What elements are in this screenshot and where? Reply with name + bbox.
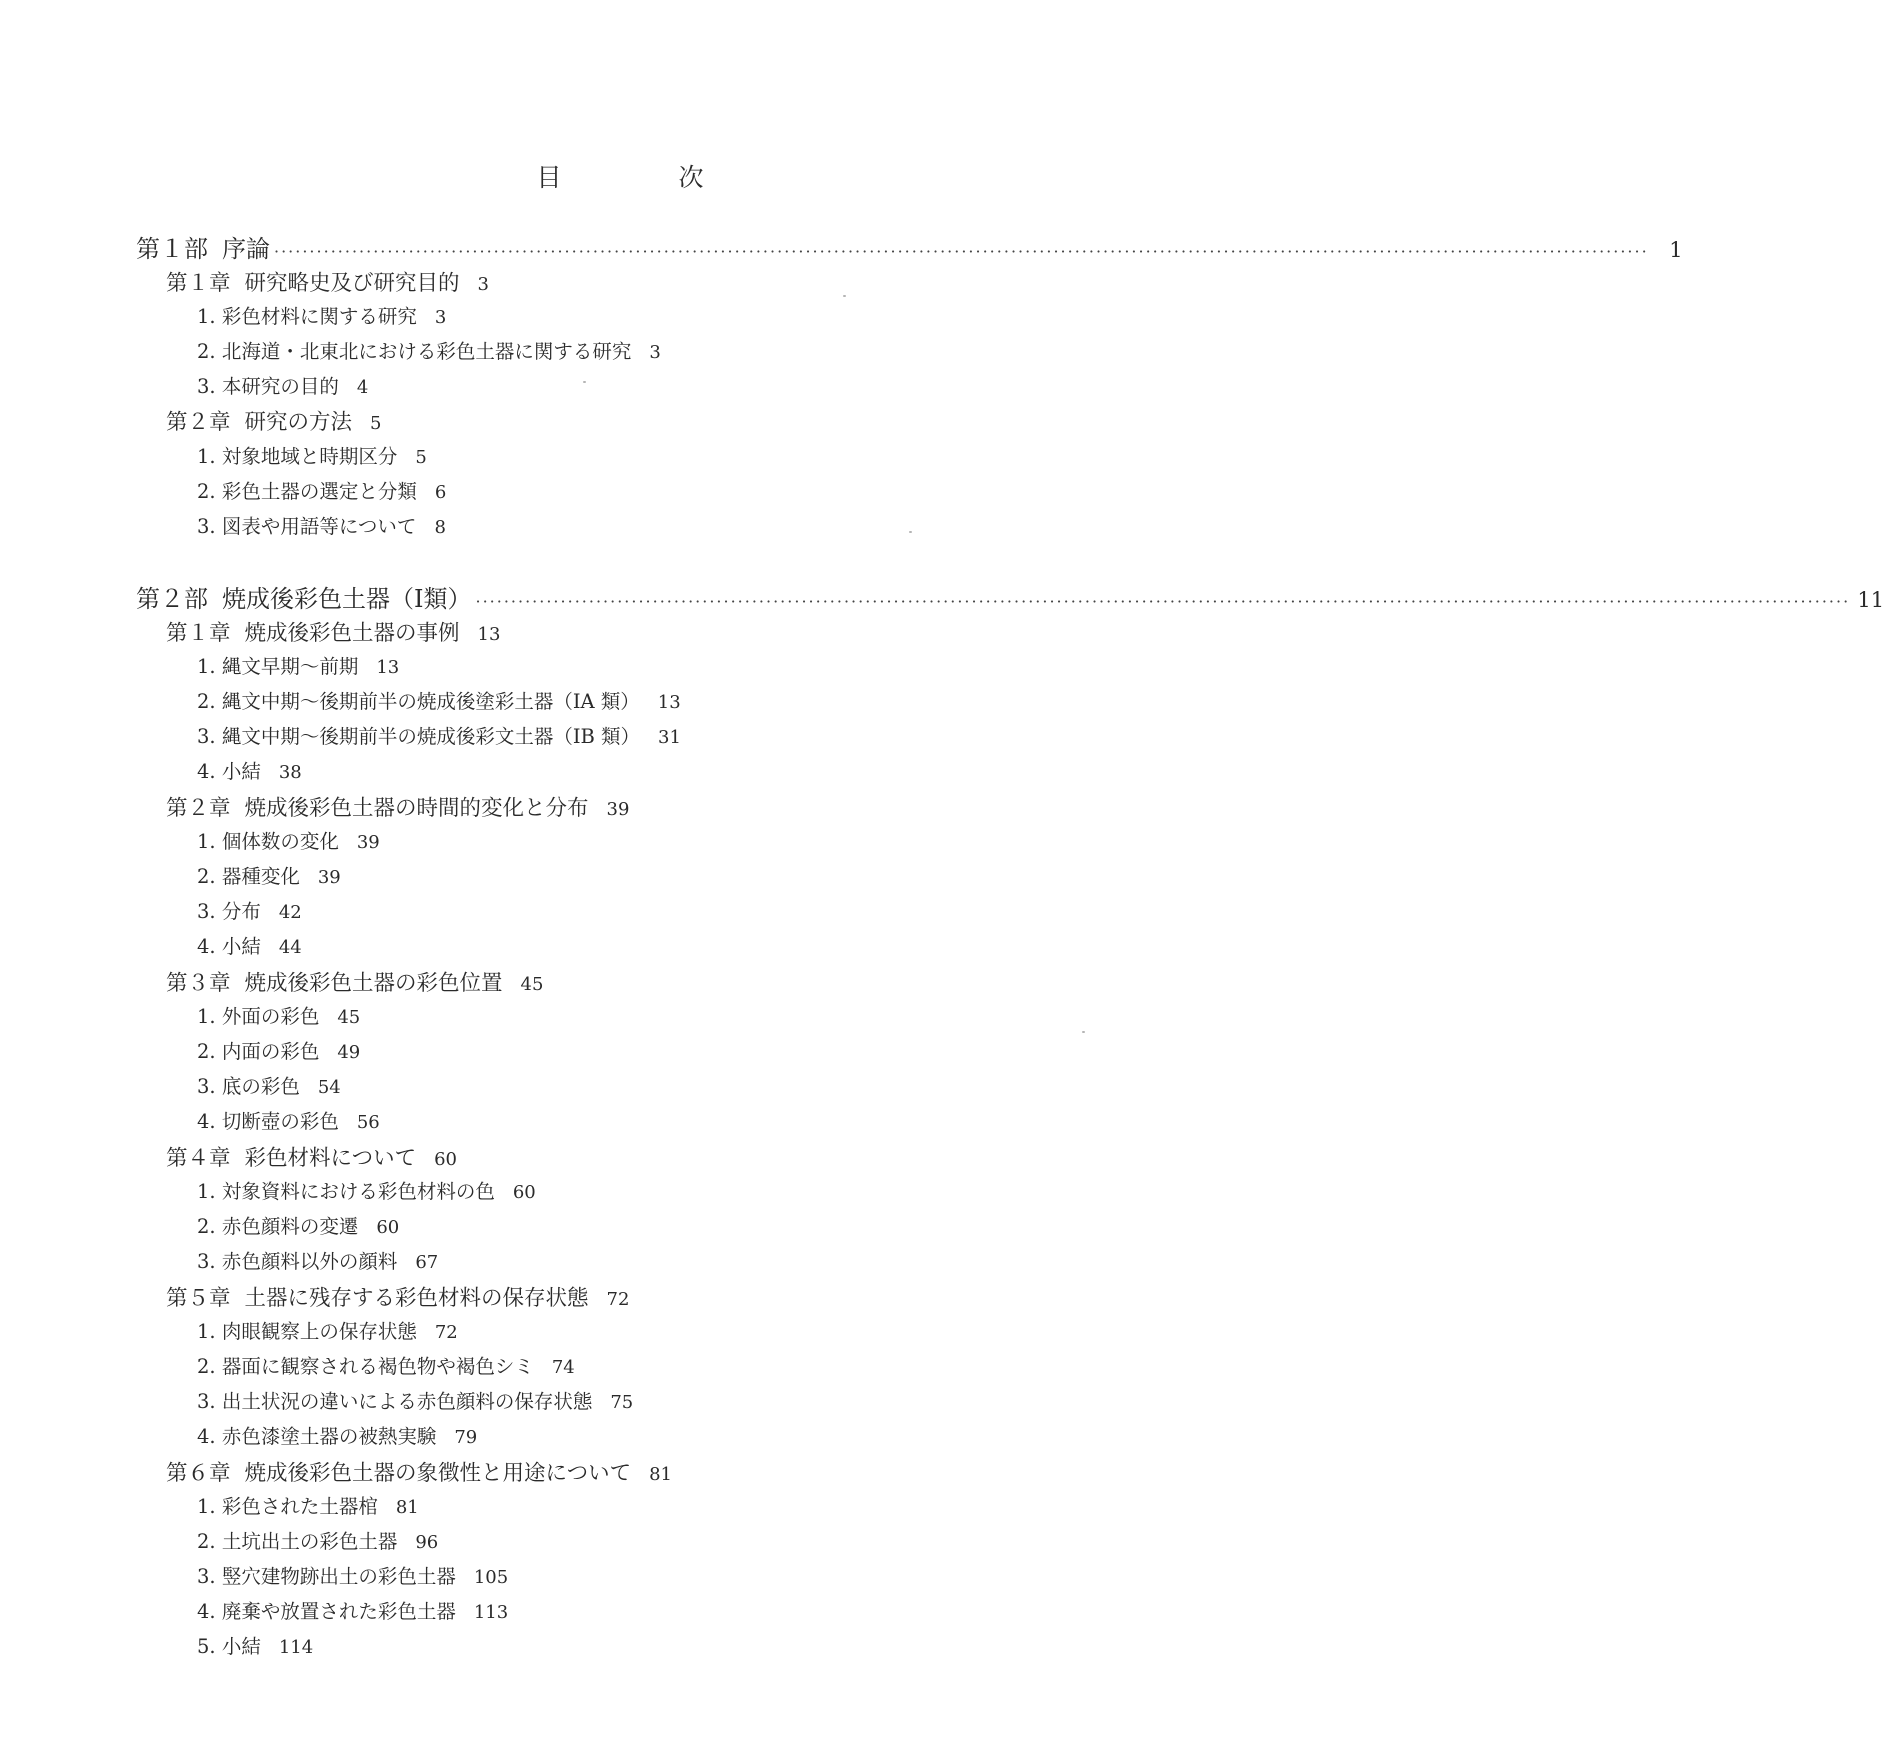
page-title: 目 次 (536, 163, 750, 192)
chapter-title: 焼成後彩色土器の象徴性と用途について (244, 1461, 632, 1486)
section-entry (197, 686, 681, 714)
chapter-title: 研究の方法 (244, 410, 353, 435)
section-label: 1. (197, 445, 216, 468)
section-page-number: 44 (278, 937, 302, 958)
part-entry (136, 229, 1683, 264)
section-page-number: 3 (434, 307, 447, 328)
section-entry (197, 721, 681, 749)
chapter-title: 焼成後彩色土器の事例 (244, 621, 460, 646)
section-entry (197, 896, 302, 924)
section-entry (197, 651, 399, 679)
section-page-number: 56 (356, 1112, 380, 1133)
section-entry (197, 1351, 575, 1379)
section-entry (197, 1001, 360, 1029)
section-entry (197, 826, 380, 854)
chapter-entry (166, 405, 381, 436)
section-entry (197, 1176, 536, 1204)
section-page-number: 4 (356, 377, 369, 398)
chapter-title: 研究略史及び研究目的 (244, 271, 460, 296)
part-heading (136, 579, 471, 614)
section-entry (197, 511, 446, 539)
section-page-number: 39 (356, 832, 380, 853)
scan-speck (843, 295, 846, 297)
chapter-label: 第１章 (166, 621, 231, 646)
section-title: 対象地域と時期区分 (221, 445, 398, 468)
chapter-label: 第１章 (166, 271, 231, 296)
section-label: 1. (197, 1180, 216, 1203)
section-label: 4. (197, 1600, 216, 1623)
chapter-entry (166, 266, 489, 297)
section-entry (197, 1386, 633, 1414)
section-page-number: 81 (395, 1497, 419, 1518)
scan-speck (909, 531, 912, 533)
section-title: 彩色材料に関する研究 (221, 305, 417, 328)
section-entry (197, 1421, 477, 1449)
section-label: 1. (197, 1320, 216, 1343)
section-label: 3. (197, 725, 216, 748)
section-entry (197, 1246, 438, 1274)
chapter-title: 焼成後彩色土器の時間的変化と分布 (244, 796, 589, 821)
section-page-number: 105 (473, 1567, 509, 1588)
section-title: 赤色顔料の変遷 (221, 1215, 359, 1238)
section-entry (197, 441, 427, 469)
section-title: 肉眼観察上の保存状態 (221, 1320, 417, 1343)
section-title: 廃棄や放置された彩色土器 (221, 1600, 456, 1623)
section-entry (197, 476, 446, 504)
section-title: 縄文中期～後期前半の焼成後彩文土器（ⅠB 類） (221, 725, 641, 748)
section-title: 切断壺の彩色 (221, 1110, 339, 1133)
section-label: 5. (197, 1635, 216, 1658)
section-label: 3. (197, 515, 216, 538)
section-page-number: 49 (337, 1042, 361, 1063)
section-page-number: 31 (658, 727, 681, 748)
section-label: 4. (197, 760, 216, 783)
section-label: 2. (197, 865, 216, 888)
chapter-page-number: 45 (520, 974, 544, 995)
section-page-number: 60 (376, 1217, 400, 1238)
section-label: 1. (197, 1495, 216, 1518)
section-title: 縄文早期～前期 (221, 655, 359, 678)
section-label: 1. (197, 305, 216, 328)
chapter-label: 第３章 (166, 971, 231, 996)
section-label: 3. (197, 1250, 216, 1273)
chapter-entry (166, 1281, 629, 1312)
section-page-number: 114 (278, 1637, 314, 1658)
section-title: 赤色漆塗土器の被熱実験 (221, 1425, 437, 1448)
section-label: 3. (197, 375, 216, 398)
section-page-number: 79 (454, 1427, 478, 1448)
chapter-page-number: 72 (606, 1289, 630, 1310)
chapter-label: 第２章 (166, 796, 231, 821)
part-page-number: 11 (1857, 588, 1884, 612)
section-title: 内面の彩色 (221, 1040, 320, 1063)
section-entry (197, 1596, 508, 1624)
chapter-entry (166, 1141, 457, 1172)
section-label: 1. (197, 1005, 216, 1028)
section-title: 外面の彩色 (221, 1005, 320, 1028)
part-title: 焼成後彩色土器（Ⅰ類） (222, 585, 472, 613)
chapter-label: 第６章 (166, 1461, 231, 1486)
section-title: 出土状況の違いによる赤色顔料の保存状態 (221, 1390, 593, 1413)
section-label: 3. (197, 1390, 216, 1413)
section-entry (197, 756, 302, 784)
section-title: 器種変化 (221, 865, 300, 888)
section-page-number: 75 (610, 1392, 634, 1413)
part-entry (136, 579, 1884, 614)
section-title: 個体数の変化 (221, 830, 339, 853)
section-label: 2. (197, 340, 216, 363)
section-title: 底の彩色 (221, 1075, 300, 1098)
chapter-page-number: 13 (477, 624, 501, 645)
chapter-page-number: 81 (649, 1464, 672, 1485)
section-title: 本研究の目的 (221, 375, 339, 398)
section-label: 2. (197, 480, 216, 503)
section-label: 2. (197, 1040, 216, 1063)
chapter-label: 第２章 (166, 410, 231, 435)
chapter-page-number: 3 (477, 274, 489, 295)
chapter-page-number: 39 (606, 799, 630, 820)
section-label: 2. (197, 1355, 216, 1378)
scan-speck (1082, 1031, 1085, 1033)
section-entry (197, 1036, 360, 1064)
section-title: 分布 (221, 900, 261, 923)
section-label: 3. (197, 900, 216, 923)
section-entry (197, 301, 446, 329)
section-page-number: 72 (434, 1322, 458, 1343)
section-entry (197, 1316, 458, 1344)
section-title: 縄文中期～後期前半の焼成後塗彩土器（ⅠA 類） (221, 690, 640, 713)
section-label: 4. (197, 1425, 216, 1448)
section-title: 小結 (221, 935, 261, 958)
section-page-number: 42 (278, 902, 302, 923)
section-entry (197, 1491, 419, 1519)
section-page-number: 8 (434, 517, 446, 538)
chapter-page-number: 5 (370, 413, 382, 434)
part-page-number: 1 (1669, 238, 1683, 262)
section-page-number: 13 (376, 657, 400, 678)
section-title: 北海道・北東北における彩色土器に関する研究 (221, 340, 632, 363)
chapter-title: 土器に残存する彩色材料の保存状態 (244, 1286, 589, 1311)
section-page-number: 67 (415, 1252, 439, 1273)
section-label: 4. (197, 935, 216, 958)
section-title: 小結 (221, 1635, 261, 1658)
section-label: 1. (197, 830, 216, 853)
section-page-number: 54 (317, 1077, 341, 1098)
part-title: 序論 (222, 235, 270, 263)
section-label: 3. (197, 1075, 216, 1098)
section-page-number: 113 (473, 1602, 509, 1623)
section-title: 彩色された土器棺 (221, 1495, 378, 1518)
part-label: 第２部 (136, 585, 208, 613)
section-entry (197, 1526, 438, 1554)
section-label: 4. (197, 1110, 216, 1133)
section-page-number: 45 (337, 1007, 361, 1028)
chapter-title: 彩色材料について (244, 1146, 417, 1171)
section-page-number: 6 (434, 482, 447, 503)
section-entry (197, 861, 341, 889)
chapter-entry (166, 1456, 672, 1487)
section-page-number: 96 (415, 1532, 439, 1553)
section-entry (197, 1561, 508, 1589)
dot-leader: ·································································································································································································· (475, 592, 1851, 611)
section-label: 2. (197, 1530, 216, 1553)
section-label: 2. (197, 1215, 216, 1238)
section-title: 対象資料における彩色材料の色 (221, 1180, 495, 1203)
section-title: 小結 (221, 760, 261, 783)
section-title: 赤色顔料以外の顔料 (221, 1250, 398, 1273)
chapter-entry (166, 616, 500, 647)
section-title: 竪穴建物跡出土の彩色土器 (221, 1565, 456, 1588)
section-title: 土坑出土の彩色土器 (221, 1530, 398, 1553)
section-page-number: 3 (649, 342, 661, 363)
section-page-number: 13 (657, 692, 681, 713)
chapter-label: 第５章 (166, 1286, 231, 1311)
chapter-page-number: 60 (434, 1149, 457, 1170)
section-page-number: 5 (415, 447, 427, 468)
chapter-label: 第４章 (166, 1146, 231, 1171)
chapter-entry (166, 791, 629, 822)
scan-speck (583, 381, 586, 383)
section-title: 彩色土器の選定と分類 (221, 480, 417, 503)
section-entry (197, 336, 661, 364)
chapter-entry (166, 966, 543, 997)
section-page-number: 60 (512, 1182, 536, 1203)
section-entry (197, 931, 302, 959)
part-heading (136, 229, 270, 264)
chapter-title: 焼成後彩色土器の彩色位置 (244, 971, 503, 996)
section-title: 器面に観察される褐色物や褐色シミ (221, 1355, 534, 1378)
section-entry (197, 1106, 380, 1134)
dot-leader: ·································································································································································································· (274, 242, 1649, 261)
section-entry (197, 371, 368, 399)
section-label: 2. (197, 690, 216, 713)
section-label: 1. (197, 655, 216, 678)
section-entry (197, 1071, 341, 1099)
section-page-number: 74 (551, 1357, 575, 1378)
section-label: 3. (197, 1565, 216, 1588)
section-entry (197, 1631, 313, 1659)
section-title: 図表や用語等について (221, 515, 417, 538)
section-page-number: 38 (278, 762, 302, 783)
part-label: 第１部 (136, 235, 208, 263)
section-page-number: 39 (317, 867, 341, 888)
section-entry (197, 1211, 399, 1239)
